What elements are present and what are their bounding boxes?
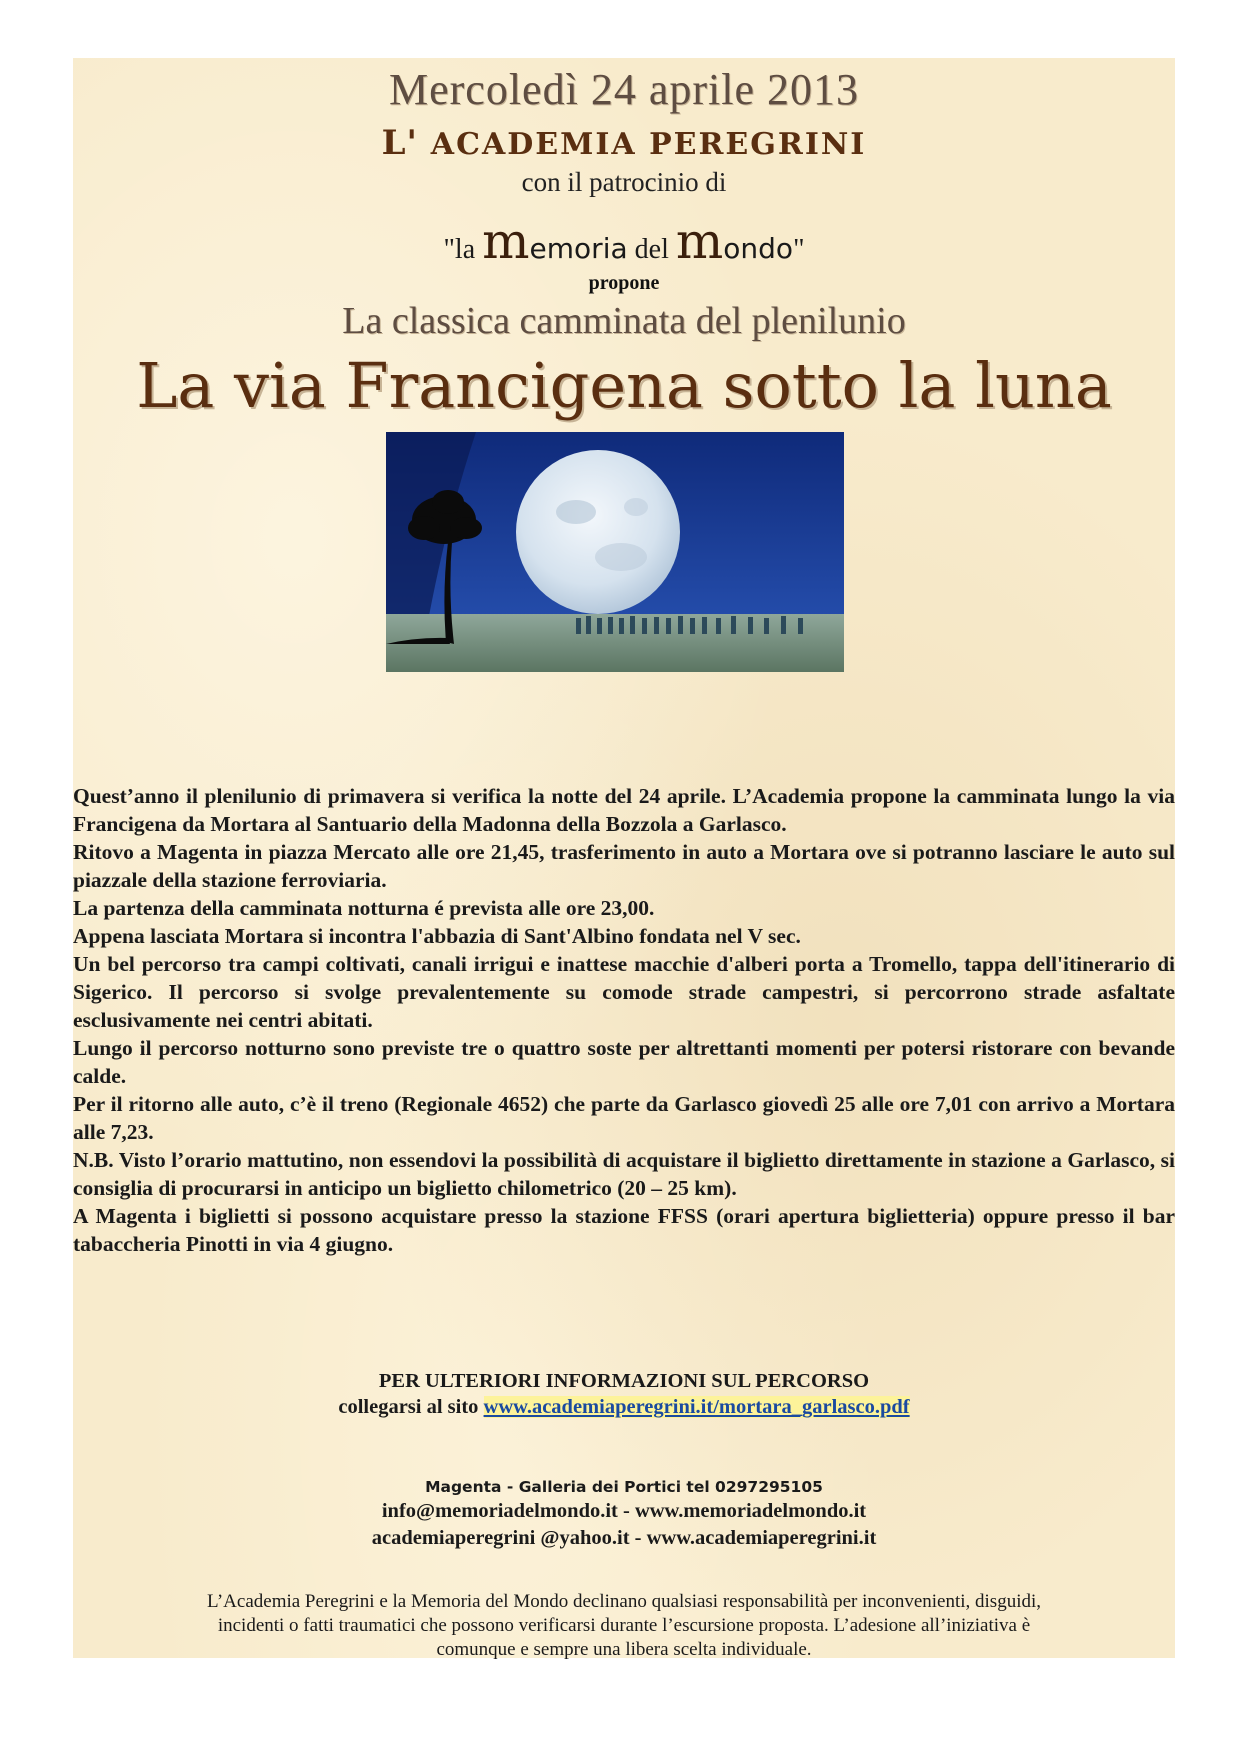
paragraph-stops: Lungo il percorso notturno sono previste tre o quattro soste per altrettanti momenti per potersi ristorare con bevande calde. [73,1036,1175,1088]
propone-label: propone [588,272,660,294]
disclaimer-line-1: L’Academia Peregrini e la Memoria del Mondo declinano qualsiasi responsabilità per inconvenienti, disguidi, [206,1591,1042,1612]
paragraph-return: Per il ritorno alle auto, c’è il treno (Regionale 4652) che parte da Garlasco giovedì 25 alle ore 7,01 con arrivo a Mortara alle 7,23. [73,1092,1175,1144]
paragraph-route: Un bel percorso tra campi coltivati, canali irrigui e inattese macchie d'alberi porta a Tromello, tappa dell'itinerario di Sigerico. Il percorso si svolge prevalentemente su comode strade campestri, si percorrono strade asfaltate esclusivamente nei centri abitati. [73,952,1175,1032]
patronage-label: con il patrocinio di [521,167,727,197]
full-moon-photo [386,432,844,672]
full-moon [516,450,680,614]
disclaimer-line-2: incidenti o fatti traumatici che possono verificarsi durante l’escursione proposta. L’adesione all’iniziativa è [217,1615,1031,1636]
patron-quote-open: "la [443,234,483,265]
info-heading: PER ULTERIORI INFORMAZIONI SUL PERCORSO [378,1370,870,1392]
disclaimer [73,1590,1175,1662]
patron-quote-close: " [793,234,805,265]
paragraph-intro: Quest’anno il plenilunio di primavera si verifica la notte del 24 aprile. L’Academia propone la camminata lungo la via Francigena da Mortara al Santuario della Madonna della Bozzola a Garlasco. [73,784,1175,836]
contacts-section [73,1476,1175,1552]
paragraph-abbey: Appena lasciata Mortara si incontra l'abbazia di Sant'Albino fondata nel V sec. [73,924,801,948]
paragraph-note: N.B. Visto l’orario mattutino, non essendovi la possibilità di acquistare il biglietto direttamente in stazione a Garlasco, si consiglia di procurarsi in anticipo un biglietto chilometrico (20 – 25 km). [73,1148,1175,1200]
paragraph-start: La partenza della camminata notturna é prevista alle ore 23,00. [73,896,655,920]
info-link-line [73,1394,1175,1420]
event-date: Mercoledì 24 aprile 2013 [389,65,859,114]
patron-name [73,212,1175,270]
paragraph-meeting: Ritovo a Magenta in piazza Mercato alle ore 21,45, trasferimento in auto a Mortara ove si potranno lasciare le auto sul piazzale della stazione ferroviaria. [73,840,1175,892]
event-subtitle: La classica camminata del plenilunio [342,300,906,342]
event-description [73,782,1175,1258]
patron-word-ondo: ondo [723,232,794,265]
event-title: La via Francigena sotto la luna [136,349,1112,422]
contacts-line-memoria: info@memoriadelmondo.it - www.memoriadelmondo.it [381,1500,867,1522]
horizon-field [386,614,844,672]
route-pdf-link[interactable]: www.academiaperegrini.it/mortara_garlasco.pdf [483,1396,910,1418]
organizer-label: ACADEMIA PEREGRINI [430,127,867,162]
organizer-prefix: L' [381,123,431,163]
patron-word-del: del [627,234,676,265]
patron-initial-m2: m [675,212,724,270]
contacts-line-academia: academiaperegrini @yahoo.it - www.academiaperegrini.it [371,1527,877,1549]
patron-word-emoria: emoria [529,232,628,265]
info-section [73,1368,1175,1420]
organizer-name [73,123,1175,163]
info-link-prefix: collegarsi al sito [338,1396,484,1418]
disclaimer-line-3: comunque e sempre una libera scelta individuale. [436,1639,812,1660]
flyer-page [73,58,1175,1658]
office-address: Magenta - Galleria dei Portici tel 0297295105 [425,1478,823,1496]
paragraph-tickets: A Magenta i biglietti si possono acquistare presso la stazione FFSS (orari apertura biglietteria) oppure presso il bar tabaccheria Pinotti in via 4 giugno. [73,1204,1175,1256]
patron-initial-m: m [482,212,530,270]
